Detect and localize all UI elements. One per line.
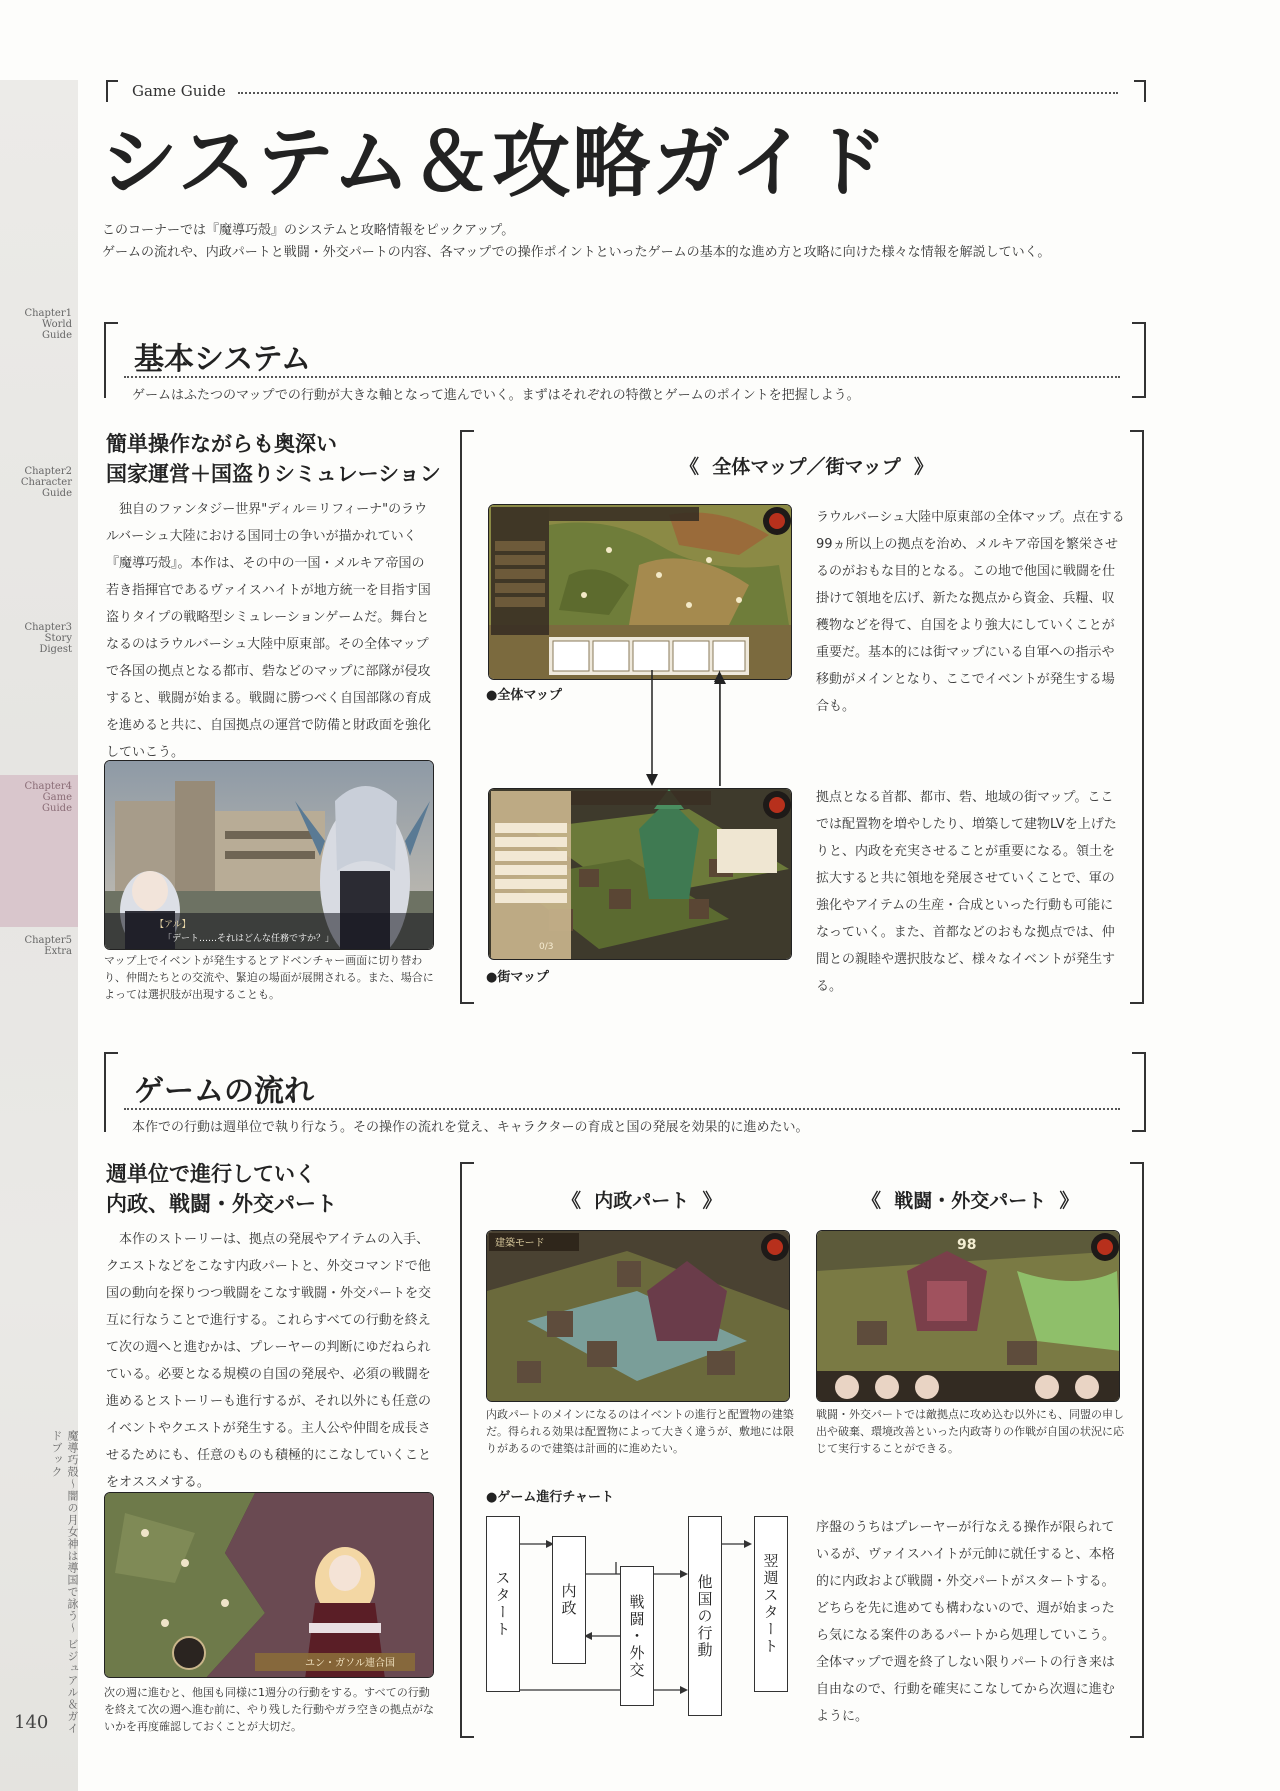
intro-line1: このコーナーでは『魔導巧殻』のシステムと攻略情報をピックアップ。 [102,223,515,238]
header-dotline [238,92,1118,94]
section2-bracket-right [1132,1052,1146,1132]
adventure-screenshot [104,760,434,950]
heading-text: 戦闘・外交パート [894,1190,1047,1212]
header-bracket-right [1134,80,1146,102]
dialog-speaker: 【アル】 [155,920,191,930]
tab-title-line1: Game [42,792,72,803]
sidebar-tab-chapter2[interactable] [0,466,78,499]
section2-lead: 本作での行動は週単位で執り行なう。その操作の流れを覚え、キャラクターの育成と国の発展を効果的に進めたい。 [132,1120,809,1135]
section1-body: 独自のファンタジー世界"ディル＝リフィーナ"のラウルバーシュ大陸における国同士の争いが描かれていく『魔導巧殻』。本作は、その中の一国・メルキア帝国の若き指揮官であるヴァイスハイトが地方統一を目指す国盗りタイプの戦略型シミュレーションゲームだ。舞台となるのはラウルバーシュ大陸中原東部。その全体マップで各国の拠点となる都市、砦などのマップに部隊が侵攻すると、戦闘が始まる。戦闘に勝つべく自国部隊の育成を進めると共に、自国拠点の運営で防備と財政面を強化していこう。 [106,502,432,760]
page-number: 140 [14,1712,49,1733]
section2-title: ゲームの流れ [134,1074,314,1109]
panel1-corner-br [1130,990,1144,1004]
section1-dotline [124,376,1120,378]
flow-box-label: 翌週スタート [761,1553,780,1655]
panel-heading-battle [862,1186,1079,1213]
battle-screenshot [816,1230,1120,1402]
panel2-corner-bl [460,1724,474,1738]
intro-line2: ゲームの流れや、内政パートと戦闘・外交パートの内容、各マップでの操作ポイントといったゲームの基本的な進め方と攻略に向けた様々な情報を解説していく。 [102,245,1051,260]
panel1-right-rule [1142,430,1144,1004]
flow-box-next-week [754,1516,788,1692]
internal-affairs-caption: 内政パートのメインになるのはイベントの進行と配置物の建築だ。得られる効果は配置物によって大きく違うが、敷地には限りがあるので建築は計画的に進めたい。 [486,1408,794,1455]
town-map-screenshot [488,788,792,960]
map-switch-arrows [640,670,720,790]
build-mode-label: 建築モード [495,1238,545,1249]
flow-box-label: スタート [493,1570,512,1638]
tab-chapter-label: Chapter3 [24,622,72,633]
rival-nation-caption: 次の週に進むと、他国も同様に1週分の行動をする。すべての行動を終えて次の週へ進む前に、やり残した行動やガラ空きの拠点がないかを再度確認しておくことが大切だ。 [104,1686,434,1733]
world-map-label: ●全体マップ [486,688,562,703]
sidebar-tab-chapter4[interactable] [0,775,78,927]
town-map-counter: 0/3 [539,942,554,952]
sidebar-tab-chapter1[interactable] [0,308,78,341]
section2-subhead-2: 内政、戦闘・外交パート [106,1191,337,1216]
rival-nation-screenshot [104,1492,434,1678]
heading-bracket-open: 《 [680,456,700,478]
nation-banner: ユン・ガソル連合国 [305,1658,395,1669]
heading-bracket-close: 》 [1059,1190,1079,1212]
flow-chart-description: 序盤のうちはプレーヤーが行なえる操作が限られているが、ヴァイスハイトが元帥に就任すると、本格的に内政および戦闘・外交パートがスタートする。どちらを先に進めても構わないので、週が始まったら気になる案件のあるパートから処理していこう。全体マップで週を終了しない限りパートの行き来は自由なので、行動を確実にこなしてから次週に進むように。 [816,1520,1116,1724]
panel1-corner-tl [460,430,474,444]
world-map-illustration [489,505,792,680]
panel-heading-maps [680,452,933,479]
panel1-corner-bl [460,990,474,1004]
flow-box-start [486,1516,520,1692]
town-map-label: ●街マップ [486,970,549,985]
heading-text: 全体マップ／街マップ [712,456,901,478]
flow-box-battle [620,1566,654,1706]
header-bracket-left [106,80,118,102]
section1-subhead-2: 国家運営＋国盗りシミュレーション [106,461,441,486]
flow-box-other-nations [688,1516,722,1716]
battle-illustration [817,1231,1120,1402]
tab-title-line2: Digest [39,644,72,655]
internal-affairs-screenshot [486,1230,790,1402]
rival-nation-illustration [105,1493,434,1678]
tab-title-line1: Extra [44,946,72,957]
flow-box-label: 戦闘・外交 [627,1593,646,1679]
tab-title-line2: Guide [42,488,72,499]
dialog-text: 「デート……それはどんな任務ですか？」 [163,934,335,944]
adventure-caption: マップ上でイベントが発生するとアドベンチャー画面に切り替わり、仲間たちとの交流や、緊迫の場面が展開される。また、場合によっては選択肢が出現することも。 [104,954,434,1001]
sidebar-tab-chapter5[interactable] [0,935,78,957]
panel2-corner-br [1130,1724,1144,1738]
heading-bracket-close: 》 [913,456,933,478]
tab-title-line2: Guide [42,330,72,341]
battle-turn-counter: 98 [957,1237,977,1253]
flow-box-label: 他国の行動 [695,1573,714,1659]
town-map-illustration [489,789,792,960]
tab-chapter-label: Chapter1 [24,308,72,319]
battle-caption: 戦闘・外交パートでは敵拠点に攻め込む以外にも、同盟の申し出や破棄、環境改善といった内政寄りの作戦が自国の状況に応じて実行することができる。 [816,1408,1124,1455]
heading-text: 内政パート [594,1190,690,1212]
section1-subhead-1: 簡単操作ながらも奥深い [106,431,337,456]
section1-title: 基本システム [134,342,311,377]
section1-bracket-left [104,322,118,398]
section2-bracket-left [104,1052,118,1132]
heading-bracket-close: 》 [702,1190,722,1212]
book-title-vertical: 魔導巧殻〜闇の月女神は導国で詠う〜 ビジュアル＆ガイドブック [50,1430,79,1735]
heading-bracket-open: 《 [562,1190,582,1212]
game-guide-label: Game Guide [132,82,226,100]
section2-dotline [124,1108,1120,1110]
tab-chapter-label: Chapter4 [24,781,72,792]
adventure-scene-illustration [105,761,434,950]
panel2-corner-tl [460,1162,474,1176]
heading-bracket-open: 《 [862,1190,882,1212]
panel2-right-rule [1142,1162,1144,1738]
section1-lead: ゲームはふたつのマップでの行動が大きな軸となって進んでいく。まずはそれぞれの特徴とゲームのポイントを把握しよう。 [132,388,860,403]
flow-chart-label: ●ゲーム進行チャート [486,1490,614,1505]
tab-title-line1: Character [20,477,72,488]
town-map-description: 拠点となる首都、都市、砦、地域の街マップ。ここでは配置物を増やしたり、増築して建物LVを上げたりと、内政を充実させることが重要になる。領土を拡大すると共に領地を発展させていくことで、軍の強化やアイテムの生産・合成といった行動も可能になっていく。また、首都などのおもな拠点では、仲間との親睦や選択肢など、様々なイベントが発生する。 [816,790,1117,994]
tab-chapter-label: Chapter5 [24,935,72,946]
page-title: システム＆攻略ガイド [100,117,890,208]
flow-box-label: 内政 [559,1583,578,1617]
panel1-left-rule [460,430,462,1004]
arrow-up-icon [712,670,728,790]
world-map-screenshot [488,504,792,680]
sidebar-tab-chapter3[interactable] [0,622,78,655]
section1-bracket-right [1132,322,1146,398]
tab-title-line2: Guide [42,803,72,814]
world-map-description: ラウルバーシュ大陸中原東部の全体マップ。点在する99ヵ所以上の拠点を治め、メルキア帝国を繁栄させるのがおもな目的となる。この地で他国に戦闘を仕掛けて領地を広げ、新たな拠点から資金、兵糧、収穫物などを得て、自国をより強大にしていくことが重要だ。基本的には街マップにいる自軍への指示や移動がメインとなり、ここでイベントが発生する場合も。 [816,510,1125,714]
section2-subhead-1: 週単位で進行していく [106,1161,316,1186]
panel-heading-internal [562,1186,722,1213]
internal-affairs-illustration [487,1231,790,1402]
flow-box-internal [552,1536,586,1664]
tab-chapter-label: Chapter2 [24,466,72,477]
section2-body: 本作のストーリーは、拠点の発展やアイテムの入手、クエストなどをこなす内政パートと、外交コマンドで他国の動向を探りつつ戦闘をこなす戦闘・外交パートを交互に行なうことで進行する。これらすべての行動を終えて次の週へと進むかは、プレーヤーの判断にゆだねられている。必要となる規模の自国の発展や、必須の戦闘を進めるとストーリーも進行するが、それ以外にも任意のイベントやクエストが発生する。主人公や仲間を成長させるためにも、任意のものも積極的にこなしていくことをオススメする。 [106,1232,432,1490]
tab-title-line1: World [42,319,72,330]
panel2-left-rule [460,1162,462,1738]
tab-title-line1: Story [44,633,72,644]
